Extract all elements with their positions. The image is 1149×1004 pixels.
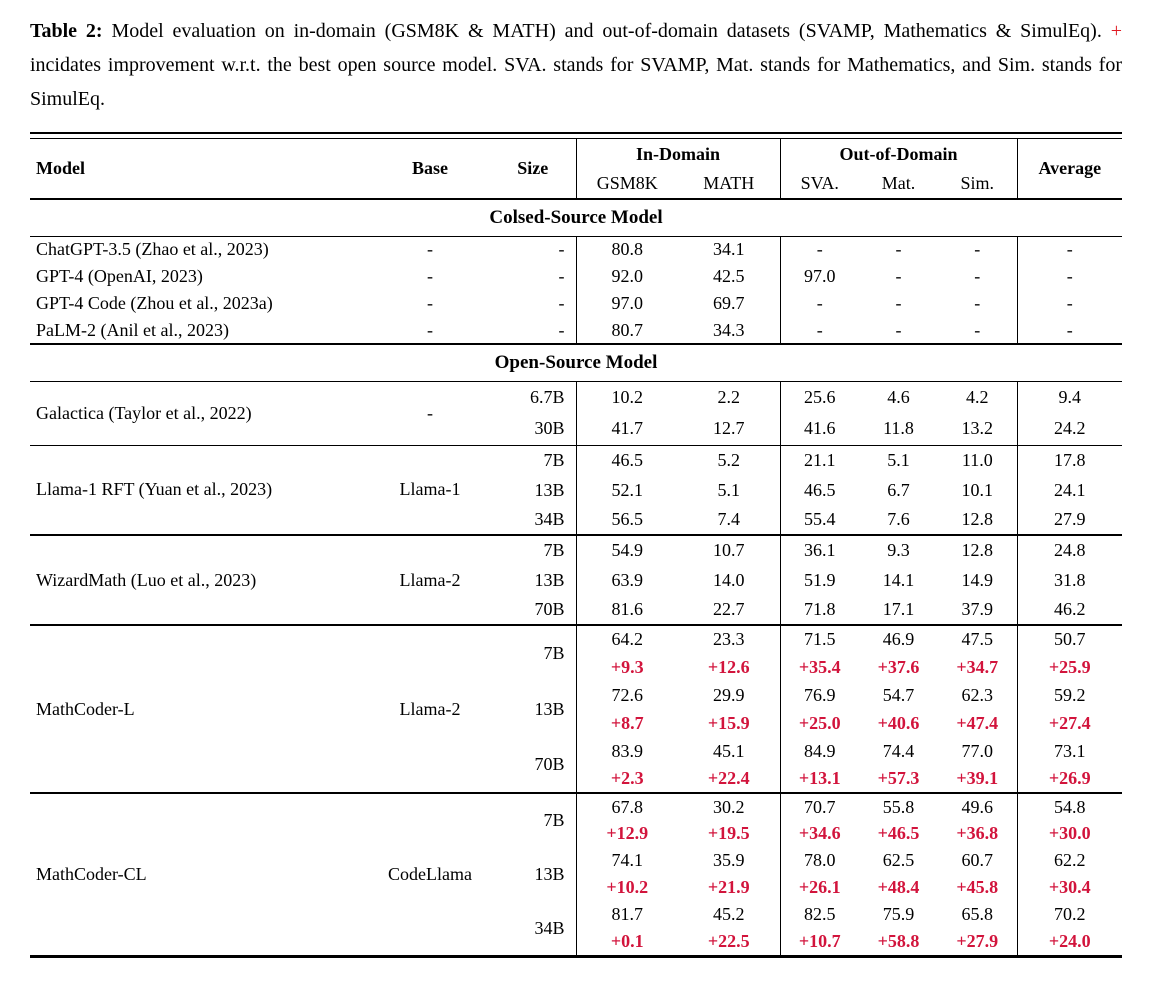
score-cell: 62.2 xyxy=(1054,850,1086,870)
gain-cell: +12.9 xyxy=(606,823,649,843)
score-cell: 12.7 xyxy=(678,413,780,445)
score-cell: 10.1 xyxy=(938,475,1017,505)
score-cell: 24.2 xyxy=(1054,418,1086,439)
caption-plus-symbol: + xyxy=(1110,20,1122,42)
size-cell: 70B xyxy=(490,737,576,793)
base-cell: Llama-2 xyxy=(370,625,490,793)
score-cell: 6.7 xyxy=(887,479,910,500)
table-row xyxy=(30,263,1122,290)
gain-cell: +26.1 xyxy=(798,877,841,897)
score-cell: 73.1 xyxy=(1054,740,1086,761)
gain-cell: +9.3 xyxy=(610,656,644,677)
size-cell: 30B xyxy=(490,413,576,445)
score-cell: 83.9 xyxy=(611,740,643,761)
gain-cell: +12.6 xyxy=(678,653,780,681)
score-cell: 7.4 xyxy=(678,505,780,535)
size-cell: 34B xyxy=(490,505,576,535)
gain-cell: +21.9 xyxy=(678,874,780,901)
score-cell: 5.2 xyxy=(678,445,780,475)
score-cell: 4.2 xyxy=(938,381,1017,413)
gain-cell: +27.9 xyxy=(938,928,1017,955)
score-cell: 82.5 xyxy=(804,904,836,924)
score-cell: 97.0 xyxy=(611,293,643,313)
header-math: MATH xyxy=(678,169,780,199)
group-wizardmath xyxy=(30,535,1122,625)
size-cell: 70B xyxy=(490,595,576,625)
score-cell: 55.8 xyxy=(859,793,938,820)
score-cell: 23.3 xyxy=(678,625,780,653)
score-cell: 51.9 xyxy=(804,569,836,590)
score-cell: 52.1 xyxy=(611,479,643,500)
group-galactica xyxy=(30,381,1122,445)
header-model: Model xyxy=(36,158,85,178)
score-cell: 74.1 xyxy=(611,850,643,870)
table-header xyxy=(30,139,1122,199)
group-mathcoder-l xyxy=(30,625,1122,793)
score-cell: 70.2 xyxy=(1054,904,1086,924)
gain-cell: +24.0 xyxy=(1048,931,1091,951)
gain-cell: +34.7 xyxy=(938,653,1017,681)
gain-cell: +36.8 xyxy=(938,820,1017,847)
score-cell: 92.0 xyxy=(611,266,643,286)
score-cell: - xyxy=(895,319,902,340)
caption-text-1: Model evaluation on in-domain (GSM8K & MATH) and out-of-domain datasets (SVAMP, Mathematics & SimulEq). xyxy=(111,20,1102,42)
size-cell: 13B xyxy=(490,681,576,737)
score-cell: 60.7 xyxy=(938,847,1017,874)
score-cell: 46.2 xyxy=(1054,599,1086,619)
gain-cell: +58.8 xyxy=(877,931,920,951)
score-cell: 14.1 xyxy=(882,569,915,590)
header-sva: SVA. xyxy=(800,173,839,193)
table-row xyxy=(30,445,1122,475)
score-cell: 21.1 xyxy=(780,445,859,475)
score-cell: 27.9 xyxy=(1054,509,1086,529)
score-cell: 14.0 xyxy=(678,565,780,595)
score-cell: 59.2 xyxy=(1054,684,1086,705)
score-cell: 67.8 xyxy=(576,793,678,820)
section-open-title: Open-Source Model xyxy=(30,344,1122,381)
base-cell: CodeLlama xyxy=(370,793,490,955)
base-cell: Llama-2 xyxy=(370,535,490,625)
gain-cell: +15.9 xyxy=(678,709,780,737)
score-cell: 62.5 xyxy=(882,850,915,870)
score-cell: - xyxy=(1066,293,1073,313)
header-row-groups xyxy=(30,139,1122,169)
score-cell: - xyxy=(895,239,902,260)
caption-text-2: incidates improvement w.r.t. the best open source model. SVA. stands for SVAMP, Mat. stands for Mathematics, and Sim. stands for SimulEq. xyxy=(30,54,1122,110)
section-header-row xyxy=(30,344,1122,381)
score-cell: 97.0 xyxy=(804,266,836,286)
score-cell: 11.8 xyxy=(883,418,914,439)
group-mathcoder-cl xyxy=(30,793,1122,955)
score-cell: - xyxy=(816,319,823,340)
score-cell: 11.0 xyxy=(938,445,1017,475)
score-cell: - xyxy=(1066,319,1073,340)
closed-source-rows xyxy=(30,236,1122,344)
score-cell: 41.6 xyxy=(804,418,836,439)
model-cell: PaLM-2 (Anil et al., 2023) xyxy=(36,319,229,340)
model-cell: GPT-4 (OpenAI, 2023) xyxy=(36,266,203,286)
size-cell: 34B xyxy=(490,901,576,955)
gain-cell: +10.7 xyxy=(798,931,841,951)
score-cell: 34.3 xyxy=(678,317,780,344)
score-cell: 7.6 xyxy=(887,509,910,529)
model-cell: Galactica (Taylor et al., 2022) xyxy=(36,402,252,423)
gain-cell: +10.2 xyxy=(606,877,649,897)
score-cell: 69.7 xyxy=(678,290,780,317)
score-cell: 14.9 xyxy=(938,565,1017,595)
size-cell: 13B xyxy=(490,565,576,595)
score-cell: - xyxy=(1066,239,1073,260)
size-cell: 7B xyxy=(490,445,576,475)
header-in-domain: In-Domain xyxy=(576,139,780,169)
score-cell: 76.9 xyxy=(804,684,836,705)
score-cell: 70.7 xyxy=(780,793,859,820)
score-cell: 56.5 xyxy=(611,509,643,529)
gain-cell: +13.1 xyxy=(798,768,841,788)
score-cell: 62.3 xyxy=(938,681,1017,709)
score-cell: - xyxy=(938,290,1017,317)
gain-cell: +45.8 xyxy=(938,874,1017,901)
table-row xyxy=(30,290,1122,317)
table-top-rule xyxy=(30,132,1122,139)
score-cell: - xyxy=(938,236,1017,263)
score-cell: 10.2 xyxy=(611,386,643,407)
score-cell: 64.2 xyxy=(576,625,678,653)
score-cell: 46.5 xyxy=(804,479,836,500)
score-cell: 71.5 xyxy=(780,625,859,653)
score-cell: 5.1 xyxy=(859,445,938,475)
gain-cell: +19.5 xyxy=(678,820,780,847)
score-cell: 54.7 xyxy=(882,684,915,705)
gain-cell: +26.9 xyxy=(1048,768,1091,788)
score-cell: 46.5 xyxy=(576,445,678,475)
table-row xyxy=(30,317,1122,344)
gain-cell: +47.4 xyxy=(938,709,1017,737)
score-cell: 17.8 xyxy=(1017,445,1122,475)
gain-cell: +39.1 xyxy=(938,765,1017,793)
score-cell: 10.7 xyxy=(678,535,780,565)
score-cell: - xyxy=(895,266,902,286)
gain-cell: +27.4 xyxy=(1048,712,1091,733)
score-cell: - xyxy=(1066,266,1073,286)
score-cell: 30.2 xyxy=(678,793,780,820)
score-cell: 81.7 xyxy=(611,904,643,924)
score-cell: 12.8 xyxy=(938,535,1017,565)
score-cell: 55.4 xyxy=(804,509,836,529)
table-row xyxy=(30,625,1122,653)
score-cell: 2.2 xyxy=(678,381,780,413)
table-row xyxy=(30,236,1122,263)
section-closed-title: Colsed-Source Model xyxy=(30,199,1122,236)
score-cell: 81.6 xyxy=(611,599,643,619)
score-cell: 45.1 xyxy=(678,737,780,765)
size-cell: 7B xyxy=(490,535,576,565)
score-cell: 5.1 xyxy=(678,475,780,505)
header-average: Average xyxy=(1038,158,1102,178)
model-cell: ChatGPT-3.5 (Zhao et al., 2023) xyxy=(36,239,269,260)
score-cell: 37.9 xyxy=(938,595,1017,625)
gain-cell: +2.3 xyxy=(610,768,644,788)
score-cell: 25.6 xyxy=(804,386,836,407)
score-cell: - xyxy=(816,293,823,313)
gain-cell: +25.0 xyxy=(798,712,841,733)
score-cell: 31.8 xyxy=(1054,569,1086,590)
gain-cell: +0.1 xyxy=(610,931,644,951)
score-cell: 36.1 xyxy=(780,535,859,565)
score-cell: 54.8 xyxy=(1017,793,1122,820)
section-header-row xyxy=(30,199,1122,236)
score-cell: 9.4 xyxy=(1058,386,1082,407)
size-cell: 7B xyxy=(490,793,576,847)
gain-cell: +25.9 xyxy=(1048,656,1091,677)
size-cell: - xyxy=(490,290,576,317)
table-row xyxy=(30,793,1122,820)
gain-cell: +30.4 xyxy=(1048,877,1091,897)
score-cell: 80.7 xyxy=(611,319,643,340)
section-closed-source xyxy=(30,199,1122,236)
score-cell: - xyxy=(938,263,1017,290)
score-cell: 84.9 xyxy=(804,740,836,761)
size-cell: 13B xyxy=(490,475,576,505)
score-cell: 63.9 xyxy=(611,569,643,590)
score-cell: 29.9 xyxy=(678,681,780,709)
gain-cell: +30.0 xyxy=(1048,823,1091,843)
score-cell: 77.0 xyxy=(938,737,1017,765)
base-cell: - xyxy=(427,402,433,423)
header-mat: Mat. xyxy=(881,173,916,193)
base-cell: - xyxy=(427,239,433,260)
size-cell: - xyxy=(490,236,576,263)
score-cell: 24.8 xyxy=(1017,535,1122,565)
score-cell: 72.6 xyxy=(611,684,643,705)
table-bottom-rule xyxy=(30,955,1122,958)
size-cell: 13B xyxy=(490,847,576,901)
table-caption xyxy=(30,14,1122,116)
evaluation-table xyxy=(30,139,1122,955)
header-out-of-domain: Out-of-Domain xyxy=(780,139,1017,169)
score-cell: 74.4 xyxy=(882,740,915,761)
score-cell: 42.5 xyxy=(678,263,780,290)
score-cell: 49.6 xyxy=(938,793,1017,820)
score-cell: 9.3 xyxy=(859,535,938,565)
gain-cell: +40.6 xyxy=(877,712,920,733)
model-cell: WizardMath (Luo et al., 2023) xyxy=(30,535,370,625)
model-cell: MathCoder-L xyxy=(30,625,370,793)
score-cell: 24.1 xyxy=(1054,479,1086,500)
model-cell: Llama-1 RFT (Yuan et al., 2023) xyxy=(30,445,370,535)
score-cell: 41.7 xyxy=(611,418,643,439)
score-cell: 34.1 xyxy=(678,236,780,263)
table-row xyxy=(30,381,1122,413)
gain-cell: +34.6 xyxy=(798,823,841,843)
gain-cell: +22.4 xyxy=(678,765,780,793)
gain-cell: +35.4 xyxy=(798,656,841,677)
score-cell: 12.8 xyxy=(938,505,1017,535)
score-cell: 78.0 xyxy=(804,850,836,870)
base-cell: - xyxy=(427,319,433,340)
score-cell: 17.1 xyxy=(882,599,915,619)
score-cell: 47.5 xyxy=(938,625,1017,653)
score-cell: 65.8 xyxy=(938,901,1017,928)
group-llama1-rft xyxy=(30,445,1122,535)
gain-cell: +46.5 xyxy=(877,823,920,843)
score-cell: 75.9 xyxy=(882,904,915,924)
score-cell: - xyxy=(938,317,1017,344)
base-cell: Llama-1 xyxy=(370,445,490,535)
score-cell: - xyxy=(895,293,902,313)
table-row xyxy=(30,535,1122,565)
base-cell: - xyxy=(427,266,433,286)
score-cell: 45.2 xyxy=(678,901,780,928)
section-open-source xyxy=(30,344,1122,381)
header-size: Size xyxy=(490,139,576,199)
size-cell: - xyxy=(490,263,576,290)
score-cell: 50.7 xyxy=(1017,625,1122,653)
score-cell: 46.9 xyxy=(859,625,938,653)
gain-cell: +22.5 xyxy=(678,928,780,955)
score-cell: 71.8 xyxy=(804,599,836,619)
header-gsm8k: GSM8K xyxy=(596,173,658,193)
header-base: Base xyxy=(412,158,448,178)
base-cell: - xyxy=(427,293,433,313)
gain-cell: +8.7 xyxy=(610,712,644,733)
gain-cell: +37.6 xyxy=(877,656,920,677)
size-cell: - xyxy=(490,317,576,344)
model-cell: GPT-4 Code (Zhou et al., 2023a) xyxy=(36,293,273,313)
size-cell: 7B xyxy=(490,625,576,681)
score-cell: 35.9 xyxy=(678,847,780,874)
model-cell: MathCoder-CL xyxy=(30,793,370,955)
gain-cell: +48.4 xyxy=(877,877,920,897)
score-cell: 13.2 xyxy=(938,413,1017,445)
header-sim: Sim. xyxy=(938,169,1017,199)
score-cell: 22.7 xyxy=(678,595,780,625)
table-caption-label: Table 2: xyxy=(30,20,103,42)
size-cell: 6.7B xyxy=(490,381,576,413)
gain-cell: +57.3 xyxy=(877,768,920,788)
score-cell: 80.8 xyxy=(611,239,643,260)
score-cell: - xyxy=(816,239,823,260)
score-cell: 54.9 xyxy=(576,535,678,565)
score-cell: 4.6 xyxy=(887,386,910,407)
